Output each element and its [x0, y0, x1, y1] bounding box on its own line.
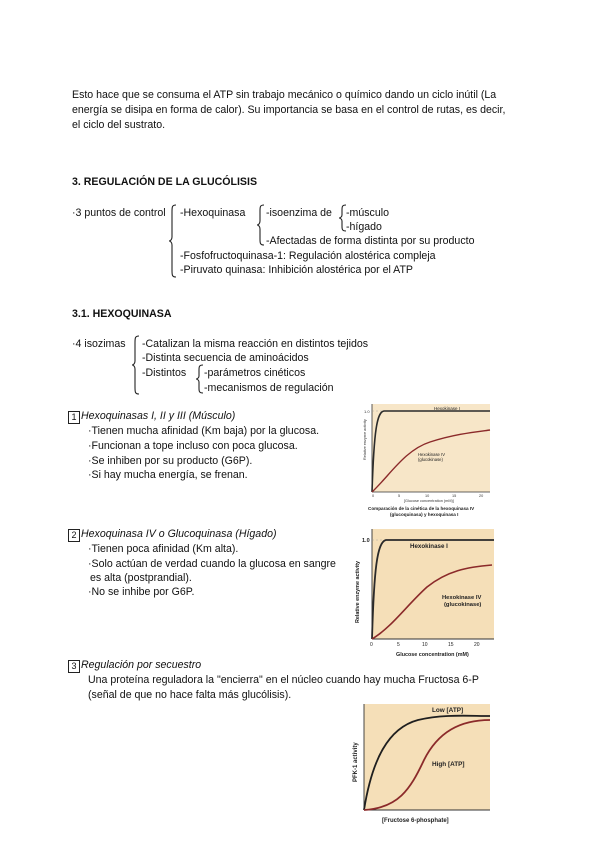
- block-3-line-2: (señal de que no hace falta más glucólisis).: [88, 689, 292, 701]
- fig3-label-low-atp: Low [ATP]: [432, 707, 464, 714]
- fig1-ylabel: Relative enzyme activity: [363, 419, 367, 460]
- fig2-label-hexokinase-i: Hexokinase I: [410, 543, 448, 550]
- fig1-xtick-3: 15: [452, 494, 457, 498]
- fig3-xlabel: [Fructose 6-phosphate]: [382, 818, 449, 824]
- fig2-xtick-1: 5: [397, 642, 400, 648]
- fig1-xtick-0: 0: [372, 494, 375, 498]
- isozimas-item-3: -Distintos: [142, 367, 187, 379]
- fig1-caption-2: (glucoquinasa) y hexoquinasa I: [390, 512, 459, 517]
- fig2-xtick-0: 0: [370, 642, 373, 648]
- distintos-sub-1: -parámetros cinéticos: [204, 367, 306, 379]
- fig2-ylabel: Relative enzyme activity: [355, 560, 361, 623]
- fig1-label-hexokinase-iv: Hexokinase IV: [418, 452, 445, 457]
- block-1-title: Hexoquinasas I, II y III (Músculo): [81, 410, 236, 422]
- control-points-lead: ·3 puntos de control: [72, 207, 166, 219]
- fig1-ytick: 1.0: [364, 409, 370, 414]
- brace-control-points: [168, 204, 178, 278]
- fig3-ylabel: PFK-1 activity: [353, 742, 359, 782]
- hexoquinasa-item: -Hexoquinasa: [180, 207, 246, 219]
- fig3-panel: [364, 704, 490, 810]
- musculo-item: -músculo: [346, 207, 389, 219]
- fig1-xlabel: [Glucose concentration (mM)]: [404, 499, 454, 503]
- block-2-title: Hexoquinasa IV o Glucoquinasa (Hígado): [81, 528, 277, 540]
- fig3-label-high-atp: High [ATP]: [432, 761, 465, 768]
- figure-1-hexokinase-kinetics: [360, 400, 500, 520]
- fig2-label-glucokinase: (glucokinase): [444, 602, 482, 608]
- section-3-title: 3. REGULACIÓN DE LA GLUCÓLISIS: [72, 176, 258, 188]
- block-2-line-3: es alta (postprandial).: [90, 572, 192, 584]
- intro-line-1: Esto hace que se consuma el ATP sin trabajo mecánico o químico dando un ciclo inútil (La: [72, 89, 497, 101]
- isozimas-item-2: -Distinta secuencia de aminoácidos: [142, 352, 309, 364]
- fig1-panel: [372, 404, 490, 492]
- block-2-line-4: ·No se inhibe por G6P.: [88, 586, 195, 598]
- block-1-line-1: ·Tienen mucha afinidad (Km baja) por la glucosa.: [88, 425, 320, 437]
- fig2-ytick: 1.0: [362, 538, 370, 544]
- fig2-label-hexokinase-iv: Hexokinase IV: [442, 595, 482, 601]
- isozimas-lead: ·4 isozimas: [72, 338, 126, 350]
- block-3-number: 3: [68, 660, 80, 673]
- fig1-caption-1: Comparación de la cinética de la hexoquinasa IV: [368, 506, 475, 511]
- block-1-number: 1: [68, 411, 80, 424]
- block-3-line-1: Una proteína reguladora la "encierra" en el núcleo cuando hay mucha Fructosa 6-P: [88, 674, 479, 686]
- section-31-title: 3.1. HEXOQUINASA: [72, 308, 172, 320]
- fig2-xtick-4: 20: [474, 642, 480, 648]
- block-3-title: Regulación por secuestro: [81, 659, 202, 671]
- fig2-xlabel: Glucose concentration (mM): [396, 652, 469, 658]
- fosfofructoquinasa-item: -Fosfofructoquinasa-1: Regulación alostérica compleja: [180, 250, 436, 262]
- block-2-line-1: ·Tienen poca afinidad (Km alta).: [88, 543, 239, 555]
- brace-hexoquinasa: [256, 204, 266, 246]
- block-1-line-3: ·Se inhiben por su producto (G6P).: [88, 455, 253, 467]
- higado-item: -hígado: [346, 221, 382, 233]
- block-1-line-4: ·Si hay mucha energía, se frenan.: [88, 469, 248, 481]
- block-2-number: 2: [68, 529, 80, 542]
- figure-2-hexokinase-kinetics: [352, 525, 498, 661]
- fig2-xtick-2: 10: [422, 642, 428, 648]
- intro-line-2: energía se disipa en forma de calor). Su importancia se basa en el control de rutas, es decir,: [72, 104, 506, 116]
- distintos-sub-2: -mecanismos de regulación: [204, 382, 334, 394]
- isoenzima-item: -isoenzima de: [266, 207, 332, 219]
- block-2-line-2: ·Solo actúan de verdad cuando la glucosa en sangre: [88, 558, 336, 570]
- figure-3-pfk1-activity: [348, 700, 494, 828]
- fig1-label-hexokinase-i: Hexokinase I: [434, 406, 461, 411]
- fig1-xtick-4: 20: [479, 494, 484, 498]
- piruvato-quinasa-item: -Piruvato quinasa: Inhibición alostérica por el ATP: [180, 264, 413, 276]
- fig1-xtick-2: 10: [425, 494, 430, 498]
- intro-line-3: el ciclo del sustrato.: [72, 119, 166, 131]
- fig1-label-glucokinase: (glucokinase): [418, 457, 443, 462]
- block-1-line-2: ·Funcionan a tope incluso con poca glucosa.: [88, 440, 298, 452]
- brace-isozimas: [131, 335, 141, 395]
- fig2-xtick-3: 15: [448, 642, 454, 648]
- fig1-xtick-1: 5: [398, 494, 401, 498]
- afectadas-item: -Afectadas de forma distinta por su producto: [266, 235, 475, 247]
- isozimas-item-1: -Catalizan la misma reacción en distintos tejidos: [142, 338, 369, 350]
